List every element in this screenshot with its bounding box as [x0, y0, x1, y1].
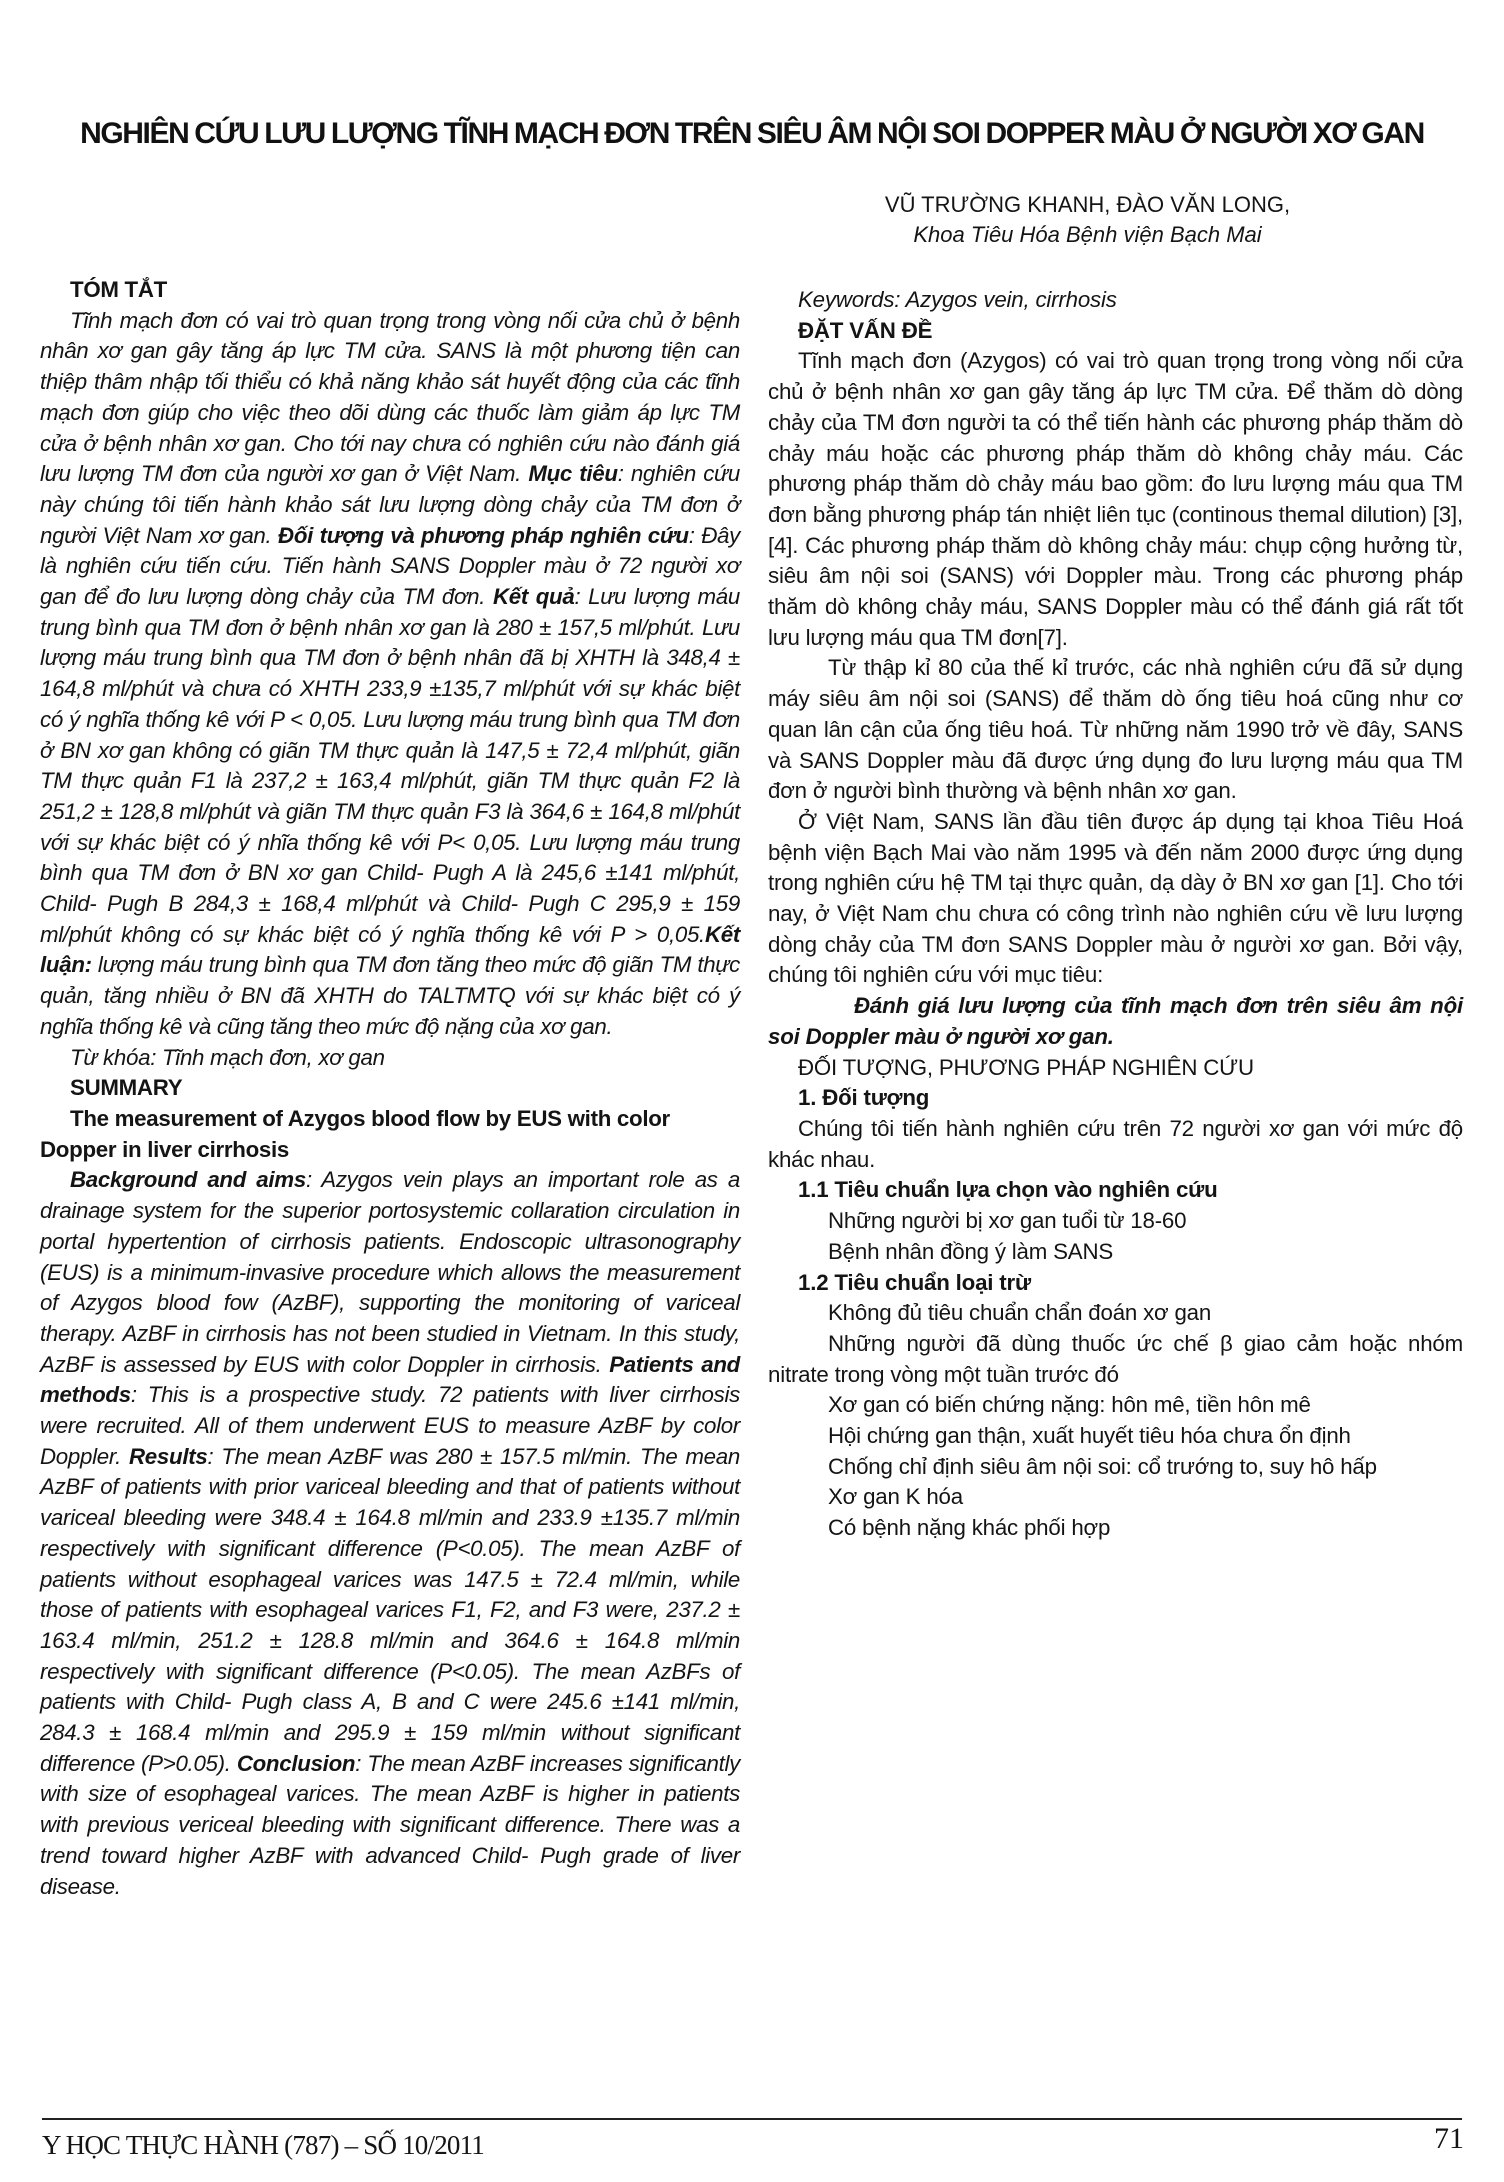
- exclusion-item: Không đủ tiêu chuẩn chẩn đoán xơ gan: [828, 1300, 1212, 1326]
- patients-methods-label: Patients and methods: [40, 1351, 741, 1408]
- conclusion-text: lượng máu trung bình qua TM đơn tăng theo mức độ giãn TM thực quản, tăng nhiều ở BN đã XHTH do TALTMTQ với sự khác biệt có ý nghĩa thống kê và cũng tăng theo mức độ nặng của xơ gan.: [40, 952, 740, 1039]
- authors: VŨ TRƯỜNG KHANH, ĐÀO VĂN LONG,: [884, 192, 1291, 217]
- conclusion-en-text: : The mean AzBF increases significantly with size of esophageal varices. The mean AzBF is higher in patients with previous vericeal bleeding with significant difference. There was a trend toward higher AzBF with advanced Child- Pugh grade of liver disease.: [40, 1750, 740, 1899]
- page-number: 71: [1434, 2122, 1464, 2155]
- left-column: [40, 275, 740, 1902]
- intro-paragraph-1: Tĩnh mạch đơn (Azygos) có vai trò quan trọng trong vòng nối cửa chủ ở bệnh nhân xơ gan gây tăng áp lực TM cửa. Để thăm dò dòng chảy của TM đơn người ta có thể tiến hành các phương pháp thăm dò chảy máu hoặc các phương pháp thăm dò không chảy máu. Các phương pháp thăm dò chảy máu bao gồm: đo lưu lượng máu qua TM đơn bằng phương pháp tán nhiệt liên tục (continous themal dilution) [3], [4]. Các phương pháp thăm dò không chảy máu: chụp cộng hưởng từ, siêu âm nội soi (SANS) với Doppler màu. Trong các phương pháp thăm dò không chảy máu, SANS Doppler màu có thể đánh giá rất tốt lưu lượng máu qua TM đơn[7].: [768, 348, 1463, 650]
- subsection-inclusion: 1.1 Tiêu chuẩn lựa chọn vào nghiên cứu: [798, 1177, 1218, 1203]
- exclusion-item: Chống chỉ định siêu âm nội soi: cổ trướng to, suy hô hấp: [828, 1453, 1377, 1479]
- intro-paragraph-3: Ở Việt Nam, SANS lần đầu tiên được áp dụng tại khoa Tiêu Hoá bệnh viện Bạch Mai vào năm 1995 và đến năm 2000 được ứng dụng trong nghiên cứu hệ TM tại thực quản, dạ dày ở BN xơ gan [1]. Cho tới nay, ở Việt Nam chu chưa có công trình nào nghiên cứu về lưu lượng dòng chảy của TM đơn SANS Doppler màu ở người xơ gan. Bởi vậy, chúng tôi nghiên cứu với mục tiêu:: [768, 808, 1463, 988]
- exclusion-item: Xơ gan K hóa: [828, 1484, 963, 1510]
- methods-heading: ĐỐI TƯỢNG, PHƯƠNG PHÁP NGHIÊN CỨU: [798, 1054, 1254, 1080]
- background-text: : Azygos vein plays an important role as a drainage system for the superior portosystemic collaration circulation in portal hypertention of cirrhosis patients. Endoscopic ultrasonography (EUS) is a minimum-invasive procedure which allows the measurement of Azygos blood fow (AzBF), supporting the monitoring of variceal therapy. AzBF in cirrhosis has not been studied in Vietnam. In this study, AzBF is assessed by EUS with color Doppler in cirrhosis.: [40, 1167, 740, 1377]
- exclusion-item: Có bệnh nặng khác phối hợp: [828, 1515, 1111, 1541]
- subsection-subjects: 1. Đối tượng: [798, 1085, 930, 1111]
- footer-divider: [42, 2118, 1462, 2120]
- keywords-en: Keywords: Azygos vein, cirrhosis: [798, 287, 1117, 312]
- affiliation: Khoa Tiêu Hóa Bệnh viện Bạch Mai: [913, 222, 1262, 247]
- results-label: Kết quả: [492, 584, 575, 610]
- inclusion-item: Bệnh nhân đồng ý làm SANS: [828, 1238, 1114, 1264]
- patients-methods-text: : This is a prospective study. 72 patients with liver cirrhosis were recruited. All of them underwent EUS to measure AzBF by color Doppler.: [40, 1382, 740, 1469]
- conclusion-label: Kết luận:: [40, 921, 740, 978]
- background-label: Background and aims: [70, 1167, 306, 1193]
- objective-label: Mục tiêu: [528, 461, 618, 487]
- summary-heading: SUMMARY: [70, 1075, 183, 1101]
- abstract-vi-paragraph: [40, 306, 740, 1043]
- summary-paragraph: [40, 1165, 740, 1902]
- study-objective: Đánh giá lưu lượng của tĩnh mạch đơn trên siêu âm nội soi Doppler màu ở người xơ gan.: [768, 993, 1463, 1049]
- summary-title: The measurement of Azygos blood flow by EUS with color Dopper in liver cirrhosis: [40, 1105, 670, 1162]
- exclusion-item: Những người đã dùng thuốc ức chế β giao cảm hoặc nhóm nitrate trong vòng một tuần trước đó: [768, 1330, 1463, 1387]
- subsection-exclusion: 1.2 Tiêu chuẩn loại trừ: [798, 1269, 1031, 1295]
- keywords-vi: Từ khóa: Tĩnh mạch đơn, xơ gan: [70, 1044, 385, 1070]
- inclusion-item: Những người bị xơ gan tuổi từ 18-60: [828, 1208, 1187, 1234]
- right-column: [768, 285, 1463, 1544]
- author-block: [760, 190, 1415, 250]
- intro-heading: ĐẶT VẤN ĐỀ: [798, 317, 933, 343]
- results-en-text: : The mean AzBF was 280 ± 157.5 ml/min. The mean AzBF of patients with prior variceal bleeding and that of patients without variceal bleeding were 348.4 ± 164.8 ml/min and 233.9 ±135.7 ml/min respectively with significant difference (P<0.05). The mean AzBF of patients without esophageal varices was 147.5 ± 72.4 ml/min, while those of patients with esophageal varices F1, F2, and F3 were, 237.2 ± 163.4 ml/min, 251.2 ± 128.8 ml/min and 364.6 ± 164.8 ml/min respectively with significant difference (P<0.05). The mean AzBFs of patients with Child- Pugh class A, B and C were 245.6 ±141 ml/min, 284.3 ± 168.4 ml/min and 295.9 ± 159 ml/min without significant difference (P>0.05).: [40, 1443, 740, 1776]
- journal-citation: Y HỌC THỰC HÀNH (787) – SỐ 10/2011: [42, 2130, 485, 2160]
- results-text: : Lưu lượng máu trung bình qua TM đơn ở bệnh nhân xơ gan là 280 ± 157,5 ml/phút. Lưu lượng máu trung bình qua TM đơn ở bệnh nhân đã bị XHTH là 348,4 ± 164,8 ml/phút và chưa có XHTH 233,9 ±135,7 ml/phút với sự khác biệt có ý nghĩa thống kê với P < 0,05. Lưu lượng máu trung bình qua TM đơn ở BN xơ gan không có giãn TM thực quản là 147,5 ± 72,4 ml/phút, giãn TM thực quản F1 là 237,2 ± 163,4 ml/phút, giãn TM thực quản F2 là 251,2 ± 128,8 ml/phút và giãn TM thực quản F3 là 364,6 ± 164,8 ml/phút với sự khác biệt có ý nhĩa thống kê với P< 0,05. Lưu lượng máu trung bình qua TM đơn ở BN xơ gan Child- Pugh A là 245,6 ±141 ml/phút, Child- Pugh B 284,3 ± 168,4 ml/phút và Child- Pugh C 295,9 ± 159 ml/phút không có sự khác biệt có ý nghĩa thống kê với P > 0,05.: [40, 584, 740, 947]
- abstract-vi-intro: Tĩnh mạch đơn có vai trò quan trọng trong vòng nối cửa chủ ở bệnh nhân xơ gan gây tăng áp lực TM cửa. SANS là một phương tiện can thiệp thâm nhập tối thiểu có khả năng khảo sát huyết động của các tĩnh mạch đơn giúp cho việc theo dõi dùng các thuốc làm giảm áp lực TM cửa ở bệnh nhân xơ gan. Cho tới nay chưa có nghiên cứu nào đánh giá lưu lượng TM đơn của người xơ gan ở Việt Nam.: [40, 307, 740, 487]
- abstract-vi-heading: TÓM TẮT: [70, 277, 167, 302]
- exclusion-item: Hội chứng gan thận, xuất huyết tiêu hóa chưa ổn định: [828, 1423, 1351, 1449]
- methods-label: Đối tượng và phương pháp nghiên cứu: [278, 522, 689, 548]
- methods-text: : Đây là nghiên cứu tiến cứu. Tiến hành SANS Doppler màu ở 72 người xơ gan để đo lưu lượng dòng chảy của TM đơn.: [40, 522, 740, 610]
- exclusion-item: Xơ gan có biến chứng nặng: hôn mê, tiền hôn mê: [828, 1392, 1311, 1418]
- subjects-text: Chúng tôi tiến hành nghiên cứu trên 72 người xơ gan với mức độ khác nhau.: [768, 1115, 1463, 1172]
- results-en-label: Results: [129, 1443, 208, 1469]
- objective-text: : nghiên cứu này chúng tôi tiến hành khảo sát lưu lượng dòng chảy của TM đơn ở người Việt Nam xơ gan.: [40, 461, 740, 548]
- intro-paragraph-2: Từ thập kỉ 80 của thế kỉ trước, các nhà nghiên cứu đã sử dụng máy siêu âm nội soi (SANS) để thăm dò ống tiêu hoá cũng như cơ quan lân cận của ống tiêu hoá. Từ những năm 1990 trở về đây, SANS và SANS Doppler màu đã được ứng dụng đo lưu lượng máu qua TM đơn ở người bình thường và bệnh nhân xơ gan.: [768, 655, 1463, 804]
- conclusion-en-label: Conclusion: [236, 1750, 356, 1776]
- article-title: NGHIÊN CỨU LƯU LƯỢNG TĨNH MẠCH ĐƠN TRÊN SIÊU ÂM NỘI SOI DOPPER MÀU Ở NGƯỜI XƠ GAN: [80, 117, 1424, 150]
